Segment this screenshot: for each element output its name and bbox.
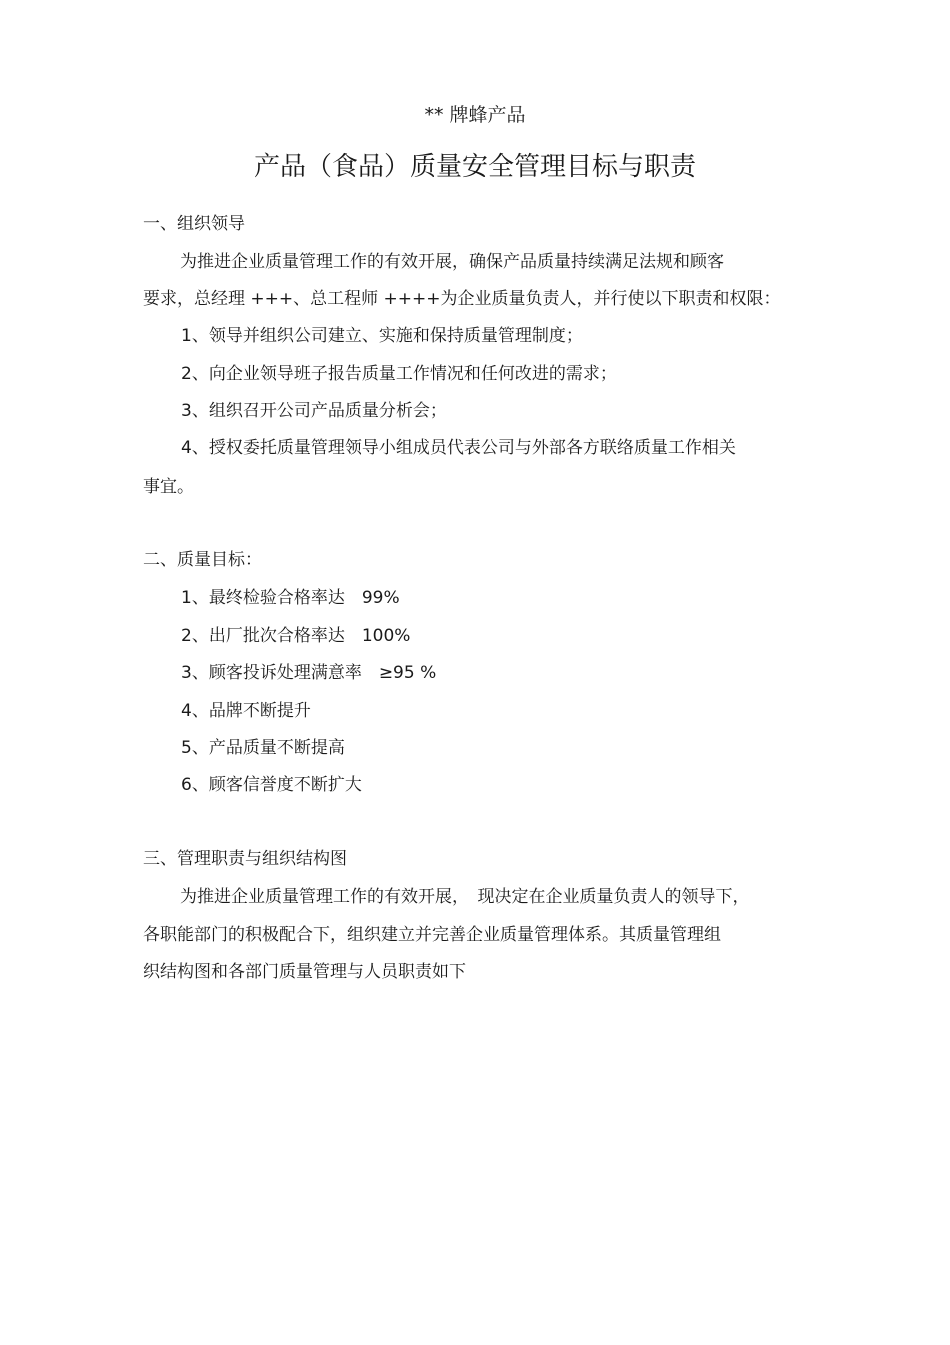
list-item: 6、顾客信誉度不断扩大 [181,775,362,795]
list-item-continuation: 事宜。 [143,477,194,497]
paragraph-line: 各职能部门的积极配合下，组织建立并完善企业质量管理体系。其质量管理组 [143,925,721,945]
list-item: 1、最终检验合格率达 99% [181,588,400,608]
section-heading-responsibilities: 三、管理职责与组织结构图 [143,849,347,869]
list-item: 2、向企业领导班子报告质量工作情况和任何改进的需求； [181,364,617,384]
list-item: 1、领导并组织公司建立、实施和保持质量管理制度； [181,326,583,346]
list-item: 5、产品质量不断提高 [181,738,345,758]
paragraph-line: 为推进企业质量管理工作的有效开展， 现决定在企业质量负责人的领导下， [180,887,750,907]
page-title: 产品（食品）质量安全管理目标与职责 [253,152,696,182]
brand-heading: ** 牌蜂产品 [424,104,526,126]
list-item: 3、顾客投诉处理满意率 ≥95 % [181,663,437,683]
section-heading-quality-goals: 二、质量目标： [143,550,262,570]
list-item: 4、授权委托质量管理领导小组成员代表公司与外部各方联络质量工作相关 [181,438,736,458]
section-heading-organization: 一、组织领导 [143,214,245,234]
paragraph-line: 为推进企业质量管理工作的有效开展，确保产品质量持续满足法规和顾客 [180,252,724,272]
list-item: 2、出厂批次合格率达 100% [181,626,411,646]
list-item: 3、组织召开公司产品质量分析会； [181,401,447,421]
list-item: 4、品牌不断提升 [181,701,311,721]
paragraph-line: 要求，总经理 +++、总工程师 ++++为企业质量负责人，并行使以下职责和权限： [143,289,781,309]
paragraph-line: 织结构图和各部门质量管理与人员职责如下 [143,962,466,982]
